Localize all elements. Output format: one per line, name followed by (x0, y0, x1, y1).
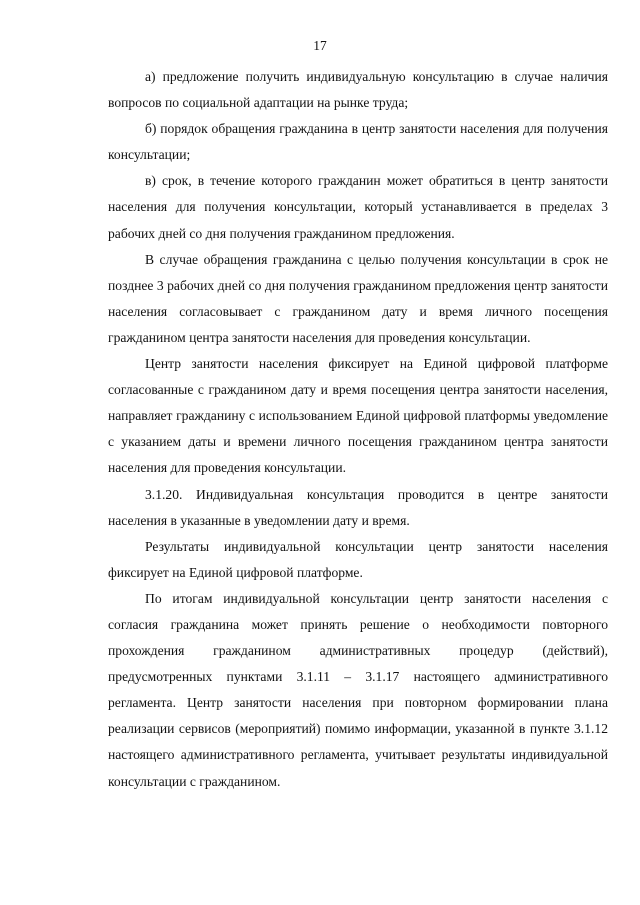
document-body (108, 64, 608, 795)
paragraph-item-c: в) срок, в течение которого гражданин может обратиться в центр занятости населения для получения консультации, который устанавливается в пределах 3 рабочих дней со дня получения гражданином предложения. (108, 173, 608, 241)
paragraph-item-b: б) порядок обращения гражданина в центр занятости населения для получения консультации; (108, 121, 608, 163)
paragraph-repeat-procedures: По итогам индивидуальной консультации центр занятости населения с согласия гражданина может принять решение о необходимости повторного прохождения гражданином административных процедур (действий), предусмотренных пунктами 3.1.11 – 3.1.17 настоящего административного регламента. Центр занятости населения при повторном формировании плана реализации сервисов (мероприятий) помимо информации, указанной в пункте 3.1.12 настоящего административного регламента, учитывает результаты индивидуальной консультации с гражданином. (108, 590, 608, 789)
paragraph-consultation-request: В случае обращения гражданина с целью получения консультации в срок не позднее 3 рабочих дней со дня получения гражданином предложения центр занятости населения согласовывает с гражданином дату и время личного посещения гражданином центра занятости населения для проведения консультации. (108, 251, 608, 345)
paragraph-results-recording: Результаты индивидуальной консультации центр занятости населения фиксирует на Единой цифровой платформе. (108, 538, 608, 580)
paragraph-section-3-1-20: 3.1.20. Индивидуальная консультация проводится в центре занятости населения в указанные в уведомлении дату и время. (108, 486, 608, 528)
paragraph-platform-recording: Центр занятости населения фиксирует на Единой цифровой платформе согласованные с гражданином дату и время посещения центра занятости населения, направляет гражданину с использованием Единой цифровой платформы уведомление с указанием даты и времени личного посещения гражданином центра занятости населения для проведения консультации. (108, 356, 608, 476)
paragraph-item-a: а) предложение получить индивидуальную консультацию в случае наличия вопросов по социальной адаптации на рынке труда; (108, 69, 608, 111)
page-number: 17 (313, 38, 327, 53)
